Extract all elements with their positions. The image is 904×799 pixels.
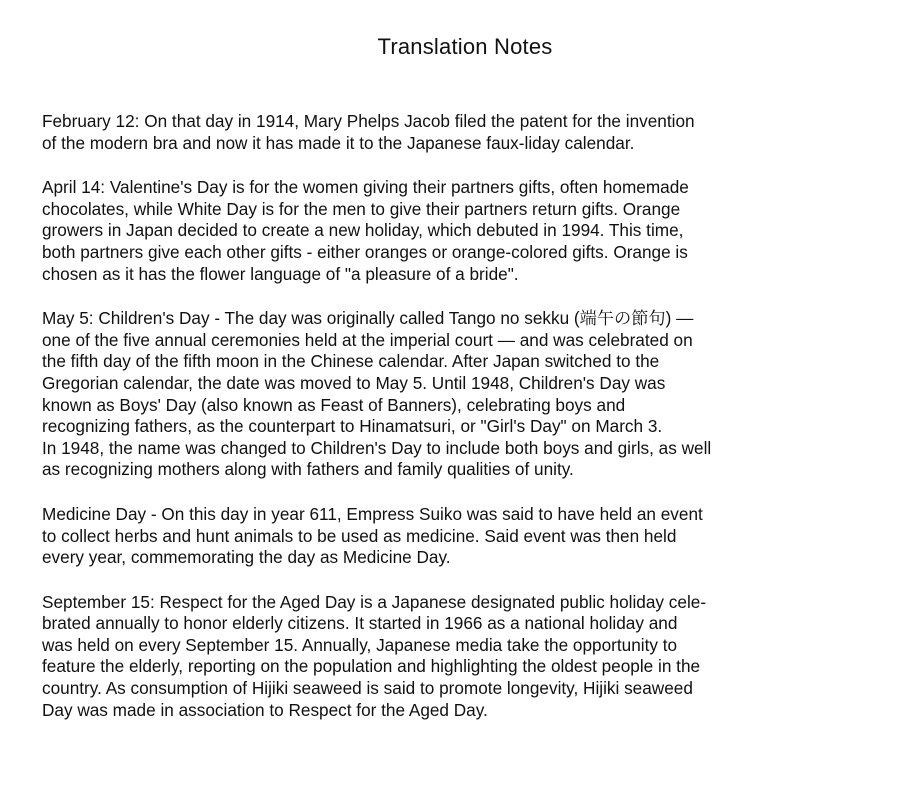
note-line: one of the five annual ceremonies held at the imperial court — and was celebrated on xyxy=(42,329,693,350)
note-line: April 14: Valentine's Day is for the women giving their partners gifts, often homemade xyxy=(42,177,689,198)
note-line: was held on every September 15. Annually, Japanese media take the opportunity to xyxy=(42,634,678,655)
note-line: September 15: Respect for the Aged Day is a Japanese designated public holiday cele- xyxy=(42,591,707,612)
note-line: brated annually to honor elderly citizens. It started in 1966 as a national holiday and xyxy=(42,613,678,634)
note-line: Day was made in association to Respect for the Aged Day. xyxy=(42,699,488,720)
note-line: the fifth day of the fifth moon in the Chinese calendar. After Japan switched to the xyxy=(42,351,660,372)
note-line: February 12: On that day in 1914, Mary Phelps Jacob filed the patent for the invention xyxy=(42,111,695,131)
note-line: both partners give each other gifts - either oranges or orange-colored gifts. Orange is xyxy=(42,241,688,262)
page-title: Translation Notes xyxy=(377,34,553,59)
note-line: as recognizing mothers along with fathers and family qualities of unity. xyxy=(42,459,574,480)
note-line: Gregorian calendar, the date was moved to May 5. Until 1948, Children's Day was xyxy=(42,372,666,393)
note-line: chocolates, while White Day is for the men to give their partners return gifts. Orange xyxy=(42,198,681,219)
note-line: chosen as it has the flower language of "a pleasure of a bride". xyxy=(42,263,519,284)
note-line: to collect herbs and hunt animals to be used as medicine. Said event was then held xyxy=(42,525,677,546)
note-february-12 xyxy=(42,111,862,154)
note-line: In 1948, the name was changed to Children's Day to include both boys and girls, as well xyxy=(42,437,712,458)
note-line: of the modern bra and now it has made it to the Japanese faux-liday calendar. xyxy=(42,132,635,153)
note-line: feature the elderly, reporting on the population and highlighting the oldest people in the xyxy=(42,656,701,677)
note-line: known as Boys' Day (also known as Feast of Banners), celebrating boys and xyxy=(42,394,626,415)
note-line: Medicine Day - On this day in year 611, Empress Suiko was said to have held an event xyxy=(42,503,703,524)
note-medicine-day xyxy=(42,504,862,569)
note-line: every year, commemorating the day as Medicine Day. xyxy=(42,547,451,568)
note-line: growers in Japan decided to create a new holiday, which debuted in 1994. This time, xyxy=(42,220,684,241)
note-april-14 xyxy=(42,177,862,285)
note-line: May 5: Children's Day - The day was originally called Tango no sekku (端午の節句) — xyxy=(42,308,694,329)
note-line: recognizing fathers, as the counterpart to Hinamatsuri, or "Girl's Day" on March 3. xyxy=(42,416,663,437)
note-september-15 xyxy=(42,592,862,722)
notes-list xyxy=(42,111,862,744)
note-line: country. As consumption of Hijiki seaweed is said to promote longevity, Hijiki seaweed xyxy=(42,678,693,699)
note-may-5 xyxy=(42,308,862,481)
